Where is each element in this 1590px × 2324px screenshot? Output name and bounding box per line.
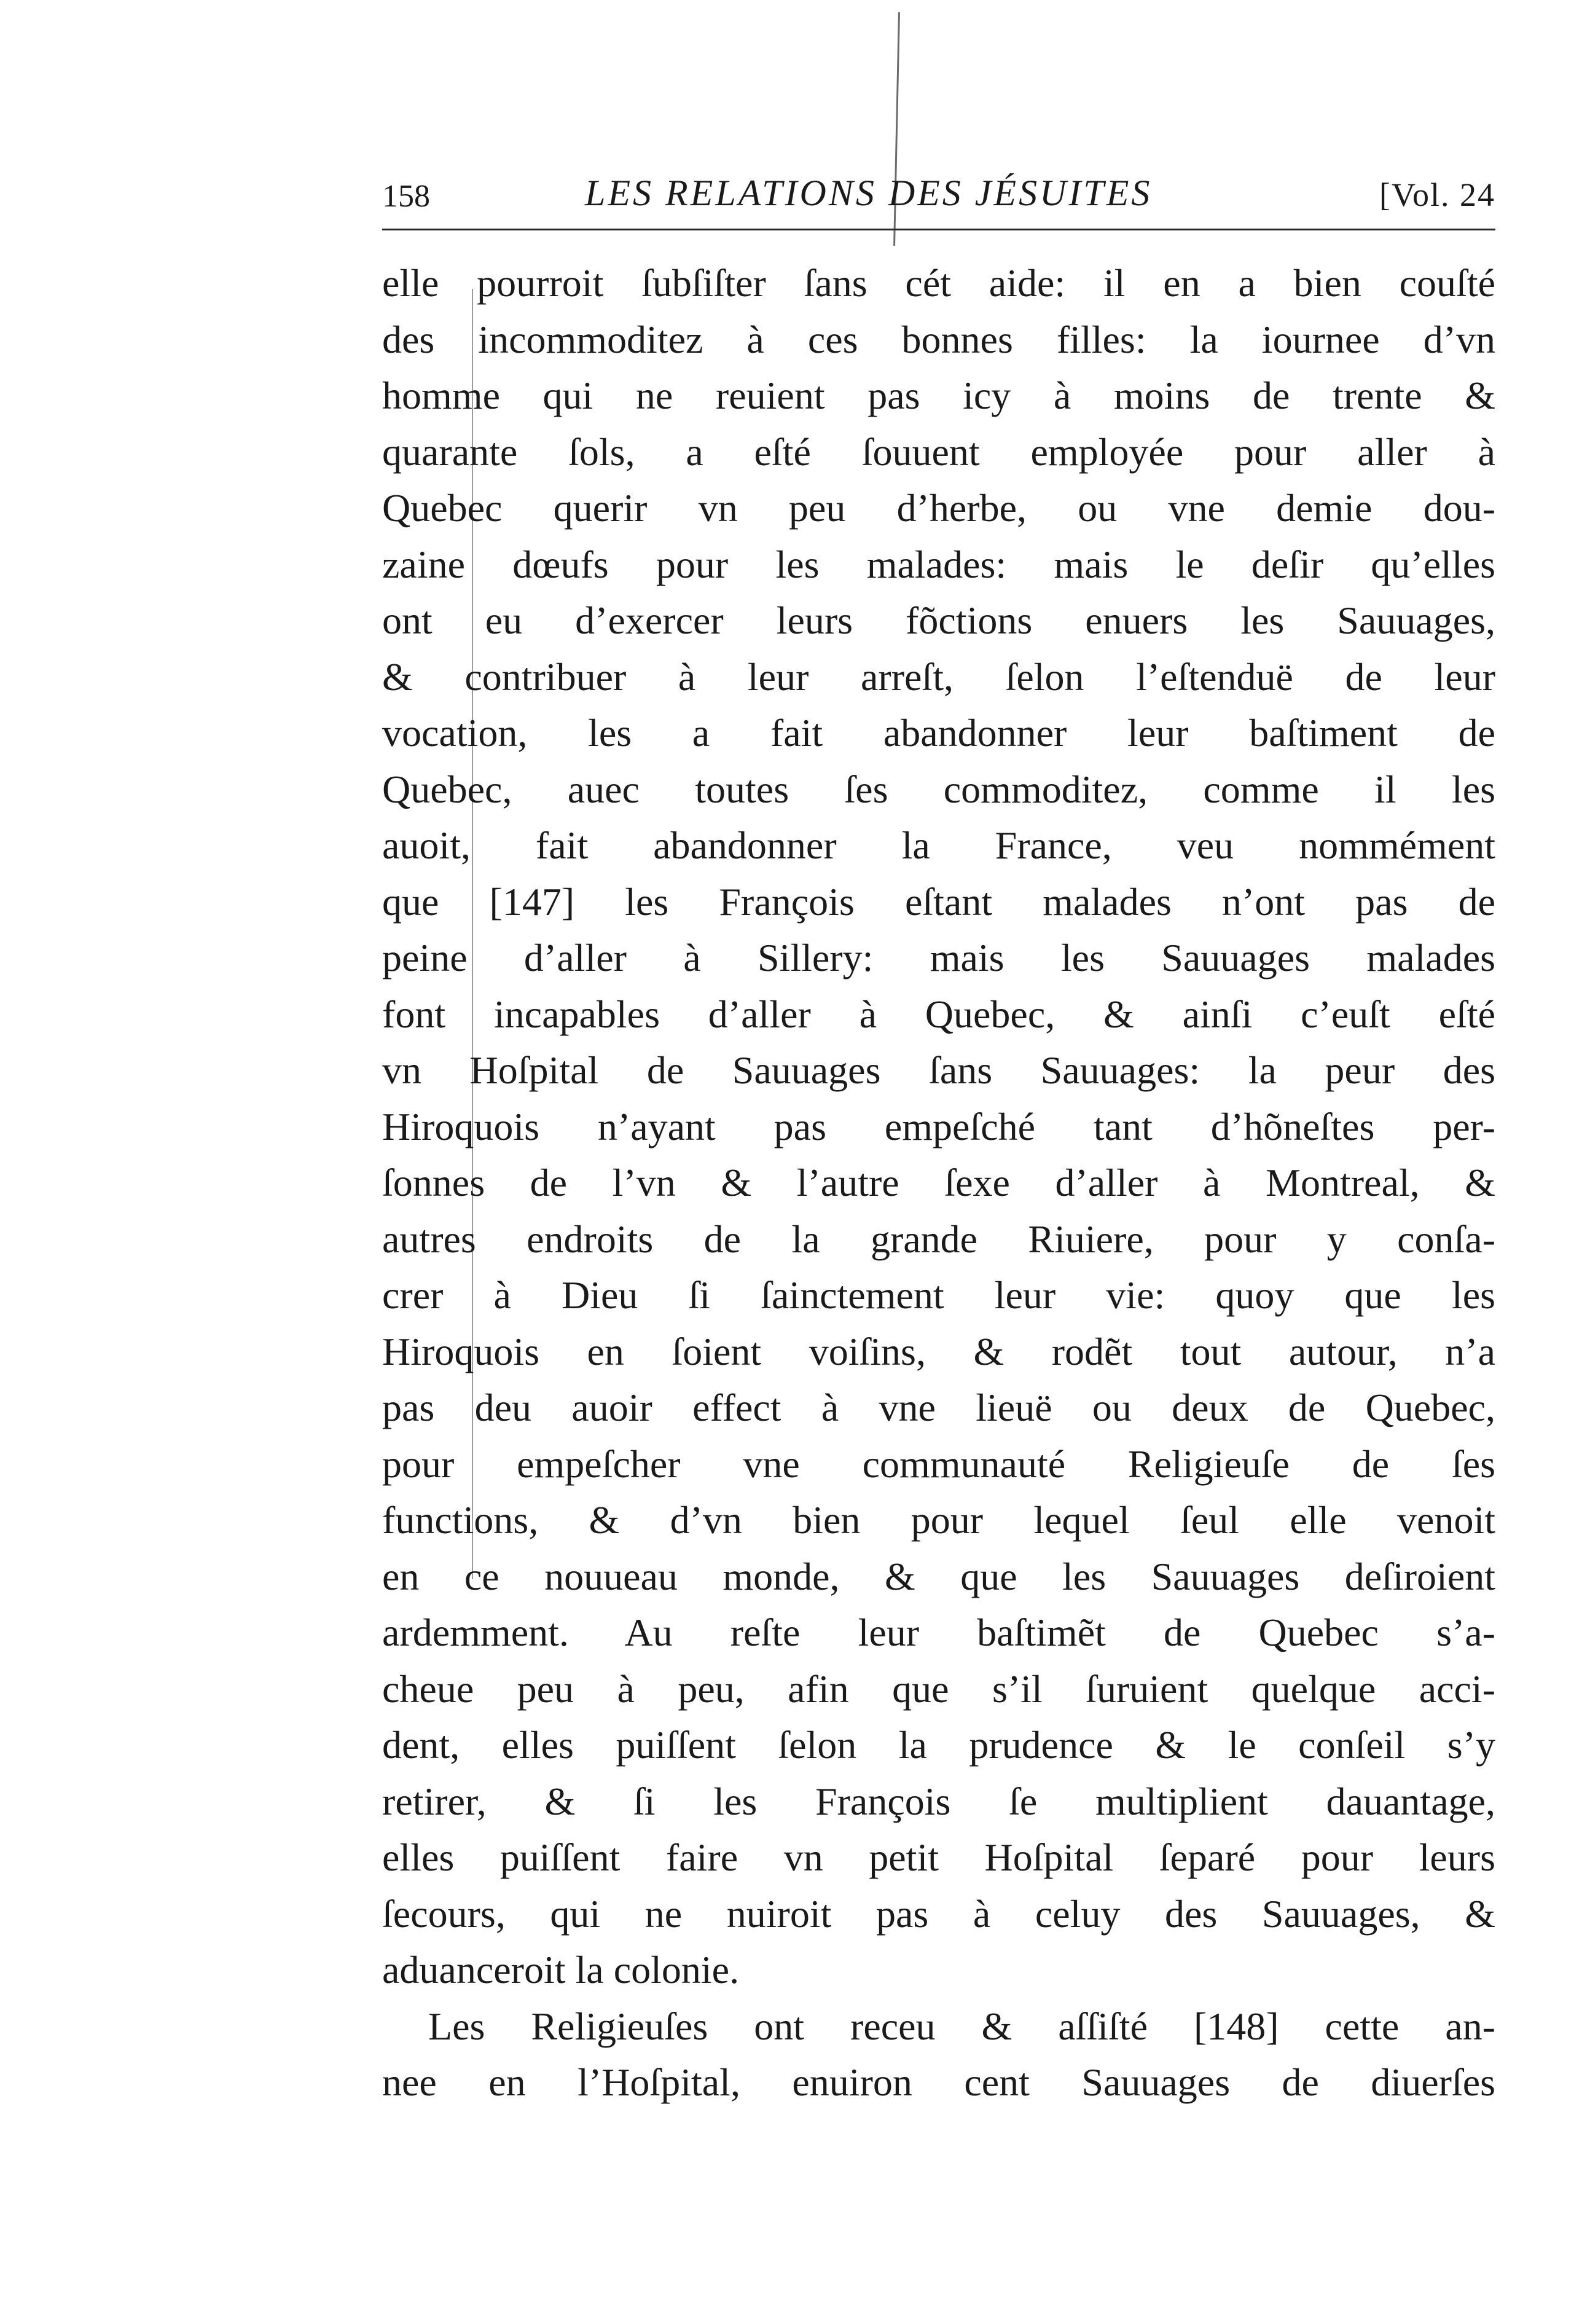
text-line: elle pourroit ſubſiſter ſans cét aide: il en a bien couſté <box>382 261 1495 305</box>
text-line: Hiroquois n’ayant pas empeſché tant d’hõneſtes per- <box>382 1104 1495 1148</box>
text-line: homme qui ne reuient pas icy à moins de trente & <box>382 374 1495 417</box>
text-line: que [147] les François eſtant malades n’ont pas de <box>382 879 1495 924</box>
text-line: & contribuer à leur arreſt, ſelon l’eſtenduë de leur <box>382 654 1495 699</box>
text-line: Hiroquois en ſoient voiſins, & rodẽt tout autour, n’a <box>382 1329 1495 1373</box>
text-line: functions, & d’vn bien pour lequel ſeul elle venoit <box>382 1498 1495 1542</box>
text-line: Quebec, auec toutes ſes commoditez, comme il les <box>382 767 1495 811</box>
volume-label: [Vol. 24 <box>1379 176 1495 213</box>
text-line: vocation, les a fait abandonner leur baſtiment de <box>382 711 1495 755</box>
text-line: quarante ſols, a eſté ſouuent employée pour aller à <box>382 430 1495 474</box>
text-line: nee en l’Hoſpital, enuiron cent Sauuages de diuerſes <box>382 2060 1495 2104</box>
text-line: aduanceroit la colonie. <box>382 1948 740 1992</box>
body-text <box>382 255 1495 2111</box>
text-line: Les Religieuſes ont receu & aſſiſté [148] cette an- <box>428 2004 1495 2048</box>
text-line: dent, elles puiſſent ſelon la prudence & le conſeil s’y <box>382 1723 1495 1767</box>
text-line: font incapables d’aller à Quebec, & ainſi c’euſt eſté <box>382 992 1495 1036</box>
text-line: ardemment. Au reſte leur baſtimẽt de Quebec s’a- <box>382 1611 1495 1654</box>
text-line: des incommoditez à ces bonnes filles: la iournee d’vn <box>382 317 1495 361</box>
text-line: ſonnes de l’vn & l’autre ſexe d’aller à Montreal, & <box>382 1161 1495 1204</box>
text-line: elles puiſſent faire vn petit Hoſpital ſeparé pour leurs <box>382 1835 1495 1879</box>
text-line: cheue peu à peu, afin que s’il ſuruient quelque acci- <box>382 1666 1495 1711</box>
page-number: 158 <box>382 179 430 214</box>
text-line: zaine dœufs pour les malades: mais le deſir qu’elles <box>382 542 1495 586</box>
header-rule <box>382 229 1495 230</box>
running-title: LES RELATIONS DES JÉSUITES <box>585 173 1153 213</box>
text-line: Quebec querir vn peu d’herbe, ou vne demie dou- <box>382 486 1495 530</box>
text-line: vn Hoſpital de Sauuages ſans Sauuages: la peur des <box>382 1048 1495 1092</box>
text-line: autres endroits de la grande Riuiere, pour y conſa- <box>382 1217 1495 1261</box>
text-line: en ce nouueau monde, & que les Sauuages deſiroient <box>382 1554 1495 1598</box>
text-line: ont eu d’exercer leurs fõctions enuers les Sauuages, <box>382 599 1495 642</box>
text-line: ſecours, qui ne nuiroit pas à celuy des Sauuages, & <box>382 1891 1495 1936</box>
running-header <box>382 172 1495 221</box>
text-line: pas deu auoir effect à vne lieuë ou deux de Quebec, <box>382 1386 1495 1429</box>
text-line: peine d’aller à Sillery: mais les Sauuages malades <box>382 936 1495 979</box>
text-line: pour empeſcher vne communauté Religieuſe de ſes <box>382 1442 1495 1486</box>
text-line: auoit, fait abandonner la France, veu nommément <box>382 823 1495 867</box>
text-line: retirer, & ſi les François ſe multiplient dauantage, <box>382 1779 1495 1823</box>
text-line: crer à Dieu ſi ſainctement leur vie: quoy que les <box>382 1273 1495 1317</box>
